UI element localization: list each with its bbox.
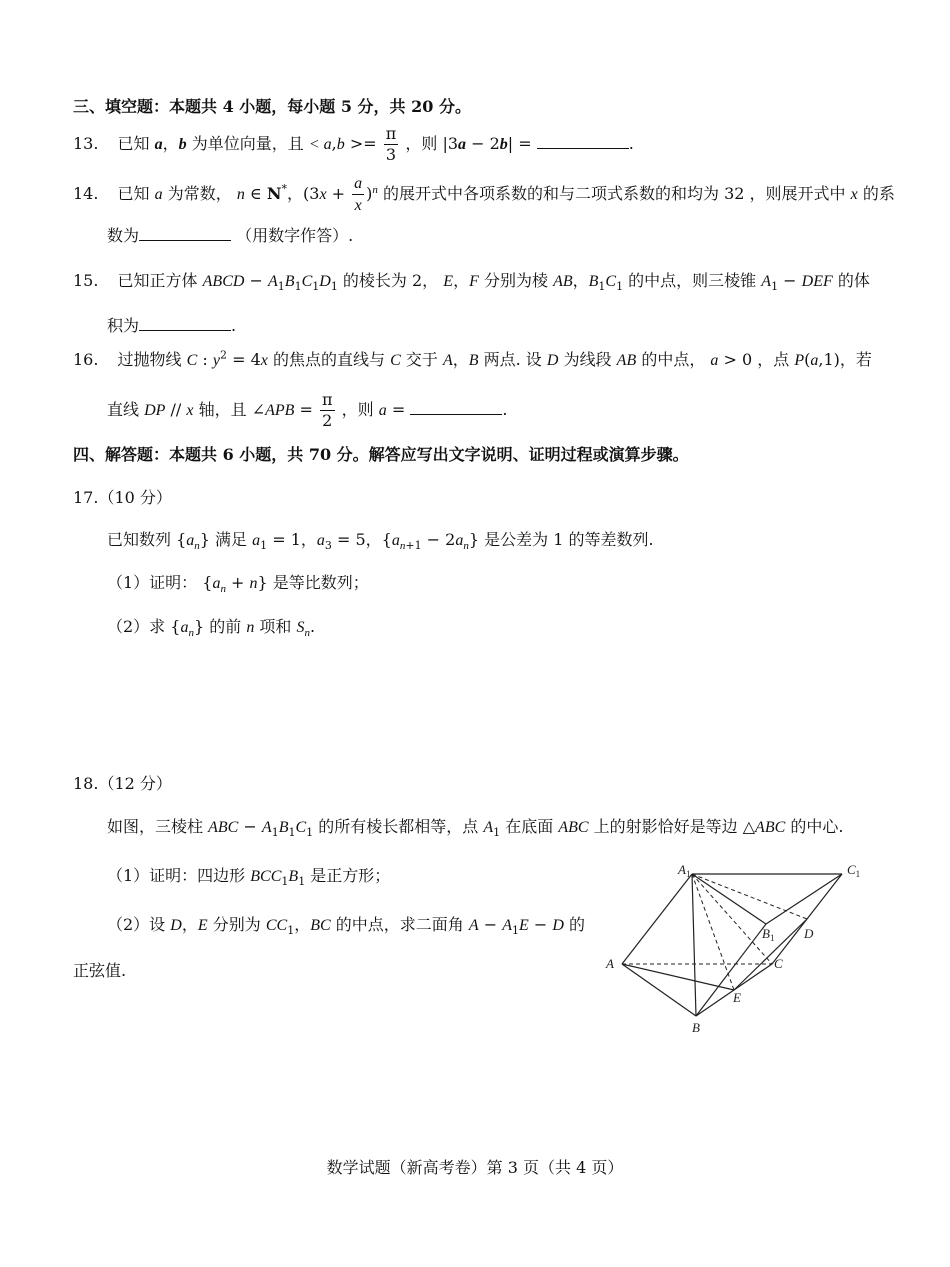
question-15-line2: 积为 . [107, 316, 237, 335]
question-17-part2: （2）求 $\{a_n\}$ 的前 n 项和 $S_n$. [107, 617, 316, 640]
label-A: A [606, 956, 614, 971]
question-17-body: 已知数列 $\{a_n\}$ 满足 $a_1 = 1$，$a_3 = 5$，$\{a_{n+1} - 2a_n\}$ 是公差为 1 的等差数列. [107, 530, 654, 553]
question-18-part2: （2）设 D，E 分别为 $CC_1$，BC 的中点，求二面角 $A - A_1E - D$ 的 [107, 915, 586, 938]
prism-figure [596, 858, 876, 1043]
edge-A1-A [622, 874, 692, 964]
edge-A-B [622, 964, 696, 1016]
label-B1: $B_1$ [762, 926, 775, 943]
edge-A1-C-dashed [692, 874, 775, 964]
question-14: 14. 已知 a 为常数， n ∈ N*，(3x + $\frac{a}{x}$ )$^n$ 的展开式中各项系数的和与二项式系数的和均为 32 ，则展开式中 x 的系 [73, 175, 895, 214]
q14-fraction: $\frac{a}{x}$ [354, 175, 363, 214]
question-18-part2-line2: 正弦值. [73, 961, 127, 980]
label-B: B [692, 1020, 700, 1035]
edge-A1-E-dashed [692, 874, 734, 990]
section3-heading: 三、填空题：本题共 4 小题，每小题 5 分，共 20 分。 [73, 97, 471, 116]
edge-A1-B [692, 874, 696, 1016]
q13-number: 13. [73, 134, 99, 153]
question-14-line2: 数为 （用数字作答）. [107, 226, 354, 245]
question-18-body: 如图，三棱柱 ABC − $A_1B_1C_1$ 的所有棱长都相等，点 $A_1$ 在底面 ABC 上的射影恰好是等边 △ABC 的中心. [107, 817, 844, 840]
label-A1: $A_1$ [678, 862, 691, 879]
page-footer: 数学试题（新高考卷）第 3 页（共 4 页） [326, 1158, 624, 1177]
q15-answer-blank [139, 316, 231, 331]
label-C: C [774, 956, 783, 971]
q16-answer-blank [410, 400, 502, 415]
edge-A1-B1 [692, 874, 766, 924]
label-D: D [804, 926, 814, 941]
edge-C1-B1 [766, 874, 842, 924]
question-15: 15. 已知正方体 ABCD − $A_1B_1C_1D_1$ 的棱长为 2， E，F 分别为棱 AB，$B_1C_1$ 的中点，则三棱锥 $A_1$ − DEF 的体 [73, 271, 870, 294]
question-17-number: 17.（10 分） [73, 488, 172, 507]
edge-E-D [734, 919, 807, 990]
question-17-part1: （1）证明： $\{a_n + n\}$ 是等比数列； [107, 573, 369, 596]
question-18-number: 18.（12 分） [73, 774, 172, 793]
label-C1: $C_1$ [847, 862, 861, 879]
label-E: E [733, 990, 741, 1005]
question-16-line2: 直线 DP // x 轴，且 ∠APB = $\frac{\pi}{2}$ ，则 a = . [107, 390, 508, 430]
q13-fraction: $\frac{\pi}{3}$ [385, 124, 397, 164]
question-18-part1: （1）证明：四边形 $BCC_1B_1$ 是正方形； [107, 866, 391, 889]
edge-B1-B [696, 924, 766, 1016]
q14-answer-blank [139, 226, 231, 241]
section4-heading: 四、解答题：本题共 6 小题，共 70 分。解答应写出文字说明、证明过程或演算步骤。 [73, 445, 689, 464]
q13-answer-blank [537, 134, 629, 149]
question-16: 16. 过抛物线 C : $y^2 = 4x$ 的焦点的直线与 C 交于 A，B 两点. 设 D 为线段 AB 的中点， a > 0 ，点 P(a,1)，若 [73, 348, 872, 369]
question-13: 13. 已知 a，b 为单位向量，且 < a,b >= $\frac{\pi}{3}$ ，则 |3a − 2b| = . [73, 124, 634, 164]
q16-fraction: $\frac{\pi}{2}$ [322, 390, 333, 430]
edge-A-E [622, 964, 734, 990]
